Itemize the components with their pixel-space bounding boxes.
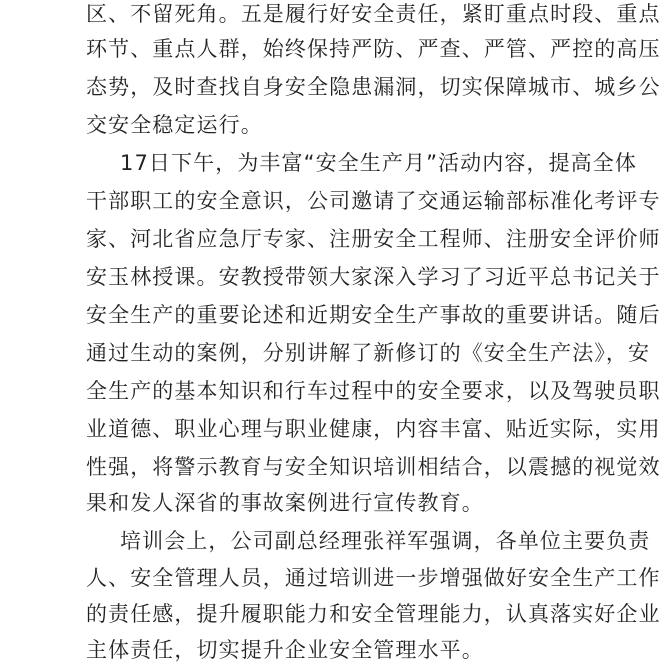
paragraph-2-line-6: 通过生动的案例，分别讲解了新修订的《安全生产法》，安 xyxy=(86,341,651,365)
paragraph-3-line-1: 培训会上，公司副总经理张祥军强调，各单位主要负责 xyxy=(120,529,651,553)
paragraph-2-line-7: 全生产的基本知识和行车过程中的安全要求，以及驾驶员职 xyxy=(86,379,661,403)
paragraph-3-line-3: 的责任感，提升履职能力和安全管理能力，认真落实好企业 xyxy=(86,602,661,626)
paragraph-1-line-4: 交安全稳定运行。 xyxy=(86,113,263,137)
paragraph-2-line-8: 业道德、职业心理与职业健康，内容丰富、贴近实际，实用 xyxy=(86,417,661,441)
paragraph-1-line-2: 环节、重点人群，始终保持严防、严查、严管、严控的高压 xyxy=(86,37,661,61)
paragraph-1-line-1: 区、不留死角。五是履行好安全责任，紧盯重点时段、重点 xyxy=(86,2,661,26)
paragraph-2-line-2: 干部职工的安全意识，公司邀请了交通运输部标准化考评专 xyxy=(86,189,661,213)
paragraph-2-line-3: 家、河北省应急厅专家、注册安全工程师、注册安全评价师 xyxy=(86,227,661,251)
paragraph-3-line-4: 主体责任，切实提升企业安全管理水平。 xyxy=(86,638,484,662)
paragraph-2-line-5: 安全生产的重要论述和近期安全生产事故的重要讲话。随后 xyxy=(86,303,661,327)
paragraph-2-line-4: 安玉林授课。安教授带领大家深入学习了习近平总书记关于 xyxy=(86,265,661,289)
paragraph-1-line-3: 态势，及时查找自身安全隐患漏洞，切实保障城市、城乡公 xyxy=(86,75,661,99)
paragraph-2-line-9: 性强，将警示教育与安全知识培训相结合，以震撼的视觉效 xyxy=(86,455,661,479)
paragraph-3-line-2: 人、安全管理人员，通过培训进一步增强做好安全生产工作 xyxy=(86,566,661,590)
paragraph-2-line-1: 17日下午，为丰富“安全生产月”活动内容，提高全体 xyxy=(120,151,637,175)
paragraph-2-line-10: 果和发人深省的事故案例进行宣传教育。 xyxy=(86,491,484,515)
